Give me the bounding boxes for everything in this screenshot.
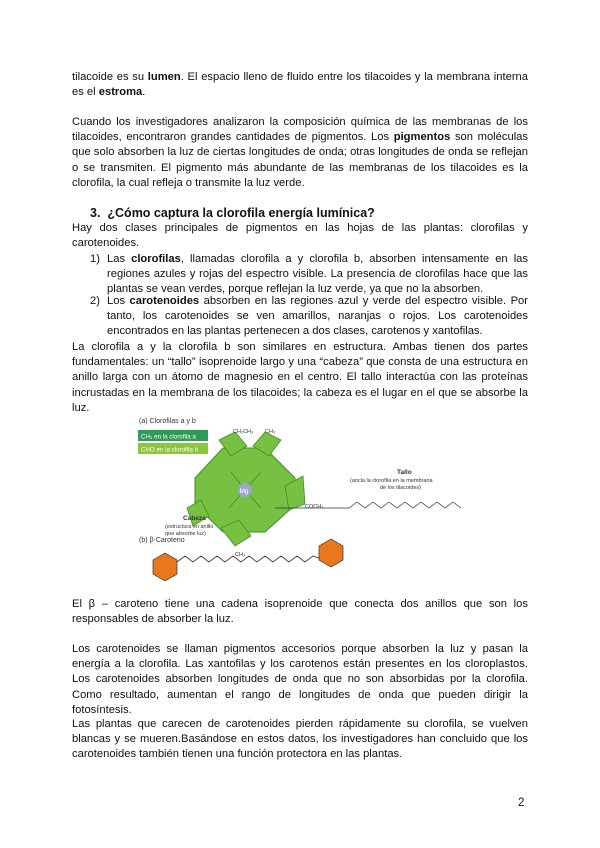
carotene-ring-right <box>319 539 343 567</box>
paragraph-intro: Hay dos clases principales de pigmentos en las hojas de las plantas: clorofilas y carotenoides. <box>72 222 528 250</box>
paragraph-funcion-protectora: Las plantas que carecen de carotenoides pierden rápidamente su clorofila, se vuelven blancas y se mueren.Basándose en estos datos, los investigadores han concluido que los carotenoides también tienen una función protectora en las plantas. <box>72 718 528 761</box>
list-item-carotenoides <box>90 294 528 340</box>
group-label: COCH₃ <box>305 504 324 510</box>
figure-label-b: (b) β-Caroteno <box>139 537 185 544</box>
text: . El espacio lleno de fluido entre los tilacoides y la membrana interna es el <box>72 71 528 99</box>
paragraph-lumen <box>72 70 528 100</box>
text: . <box>142 86 146 99</box>
term-estroma: estroma <box>98 86 143 99</box>
paragraph-beta-caroteno: El β – caroteno tiene una cadena isoprenoide que conecta dos anillos que son los responsables de absorber la luz. <box>72 598 528 626</box>
list-body <box>107 294 528 340</box>
list-number: 2) <box>90 295 100 307</box>
section-title: ¿Cómo captura la clorofila energía lumínica? <box>107 206 375 220</box>
text: son moléculas que solo absorben la luz de ciertas longitudes de onda; otras longitudes de onda se reflejan o se transmiten. El pigmento más abundante de las membranas de los tilacoides es la clorofila, la cual refleja o transmite la luz verde. <box>72 131 528 189</box>
term-pigmentos: pigmentos <box>393 131 451 144</box>
page-number: 2 <box>518 797 525 809</box>
text: , llamadas clorofila a y clorofila b, absorben intensamente en las regiones azules y rojas del espectro visible. La presencia de clorofilas hace que las plantas se vean verdes, porque reflejan la luz verde, ya que no la absorben. <box>107 253 528 296</box>
group-label: CH₃ <box>265 429 276 435</box>
legend-b-text: CHO en la clorofila b <box>141 446 199 454</box>
list-number: 1) <box>90 253 100 265</box>
legend-a-text: CH₃ en la clorofila a <box>141 433 196 441</box>
text: Las <box>107 253 132 265</box>
head-desc-1: (estructura en anillo <box>165 524 214 530</box>
tail-desc-1: (ancla la clorofila en la membrana <box>350 478 433 484</box>
term-clorofilas: clorofilas <box>131 253 181 265</box>
head-desc-2: que absorbe luz) <box>165 531 206 537</box>
chlorophyll-carotene-figure <box>135 410 465 590</box>
term-carotenoides: carotenoides <box>129 295 200 307</box>
text: Cuando los investigadores analizaron la composición química de las membranas de los tilacoides, encontraron grandes cantidades de pigmentos. Los <box>72 116 528 144</box>
carotene-chain <box>177 556 319 562</box>
group-label: CH₃ <box>235 552 246 558</box>
list-item-clorofilas <box>90 252 528 298</box>
list-body <box>107 252 528 298</box>
text: Los <box>107 295 130 307</box>
section-heading <box>90 206 375 220</box>
paragraph-accesorios: Los carotenoides se llaman pigmentos accesorios porque absorben la luz y pasan la energía a la clorofila. Las xantofilas y los carotenos están presentes en los cloroplastos. Los carotenoides absorben longitudes de onda que no son absorbidas por la clorofila. Como resultado, aumentan el rango de longitudes de onda que pueden dirigir la fotosíntesis. <box>72 643 528 716</box>
text: tilacoide es su <box>72 71 148 83</box>
carotene-ring-left <box>153 553 177 581</box>
term-lumen: lumen <box>147 71 181 83</box>
paragraph-estructura: La clorofila a y la clorofila b son similares en estructura. Ambas tienen dos partes fundamentales: un “tallo” isoprenoide largo y una “cabeza” que consta de una estructura en anillo larga con un átomo de magnesio en el centro. El tallo interactúa con las proteínas incrustadas en la membrana de los tilacoides; la cabeza es el lugar en el que se absorbe la luz. <box>72 341 528 414</box>
magnesium-label: Mg <box>239 488 249 495</box>
tail-desc-2: de los tilacoides) <box>380 485 421 491</box>
tail-title: Tallo <box>397 469 412 476</box>
figure-label-a: (a) Clorofilas a y b <box>139 418 196 425</box>
text: absorben en las regiones azul y verde del espectro visible. Por tanto, los carotenoides se ven amarillos, naranjas o rojos. Los carotenoides encontrados en las plantas pertenecen a dos clases, carotenos y xantofilas. <box>107 295 528 338</box>
group-label: CH₂CH₃ <box>233 429 254 435</box>
paragraph-pigmentos <box>72 115 528 191</box>
section-number: 3. <box>90 206 101 220</box>
head-title: Cabeza <box>183 515 206 522</box>
